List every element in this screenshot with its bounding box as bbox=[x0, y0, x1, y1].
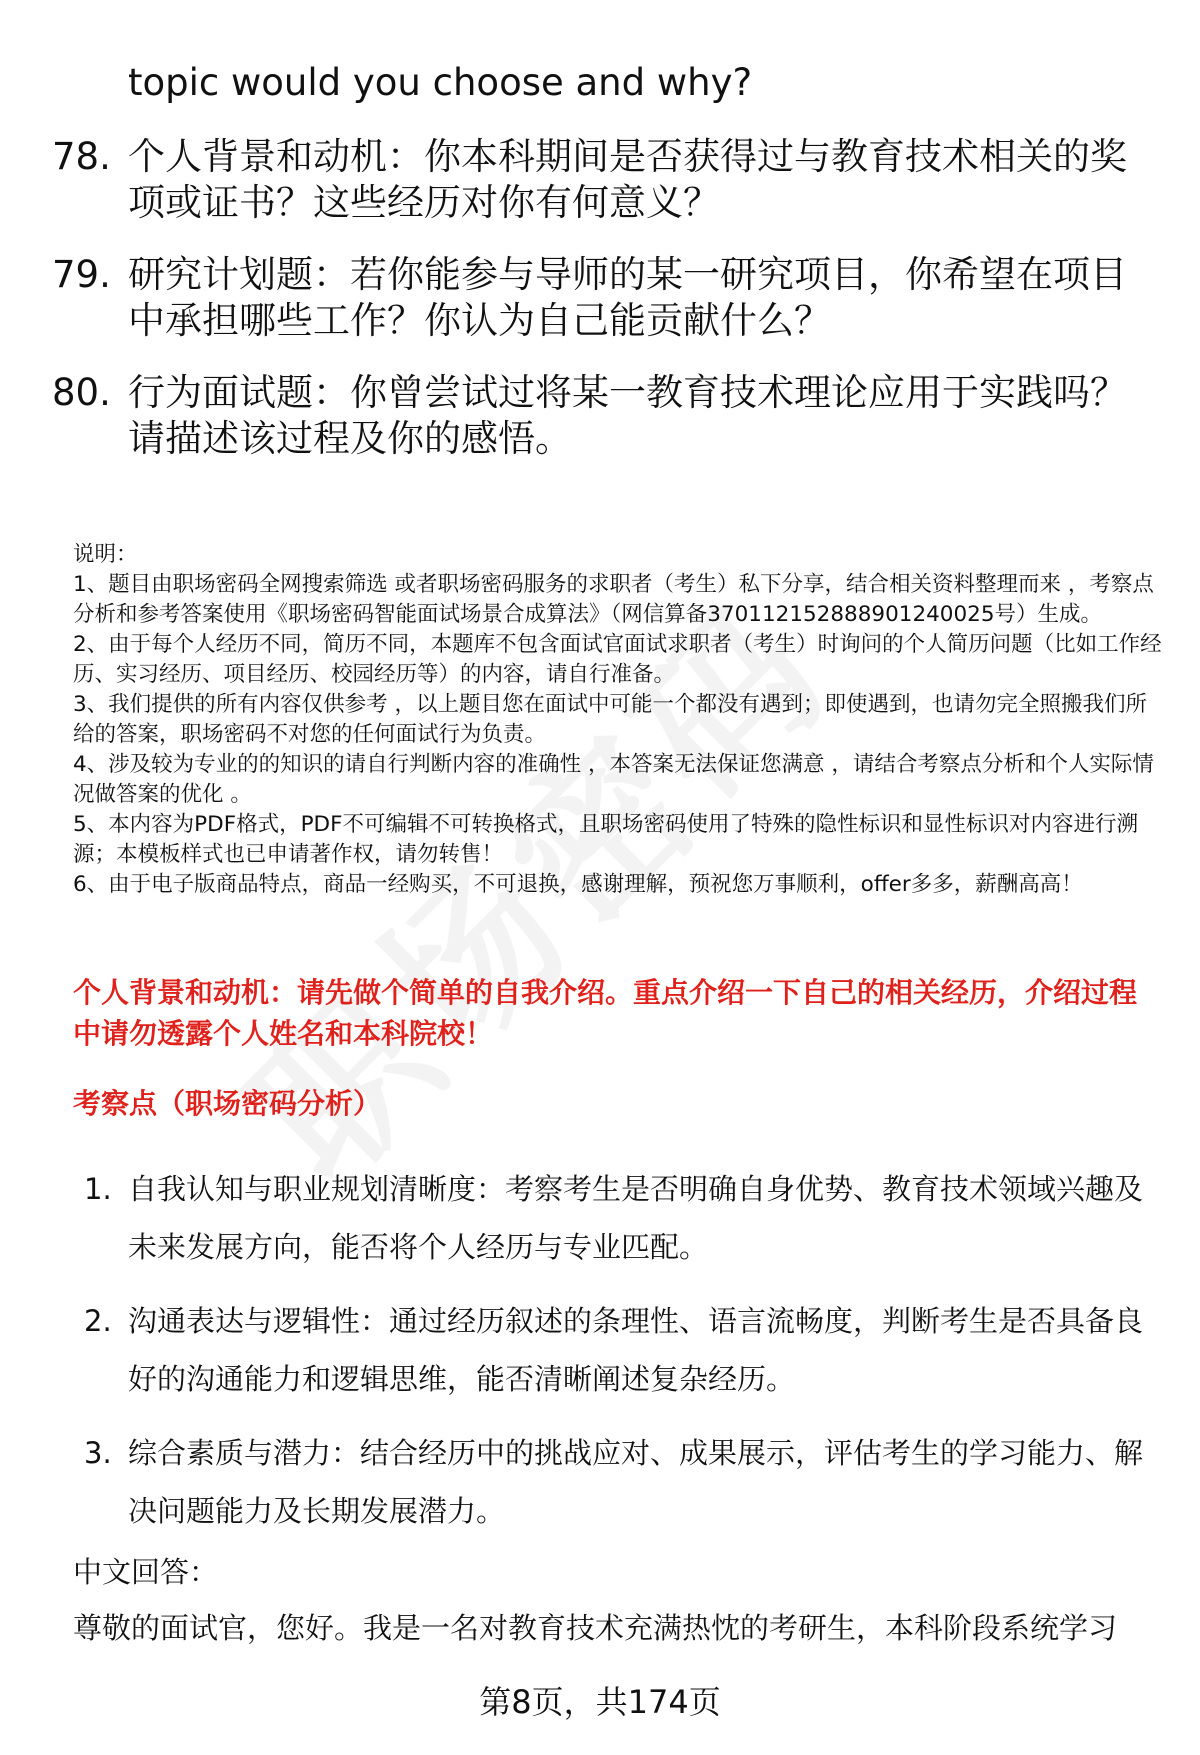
note-item: 6、由于电子版商品特点，商品一经购买，不可退换，感谢理解，预祝您万事顺利，offer多多，薪酬高高！ bbox=[73, 872, 1083, 897]
question-item bbox=[52, 134, 1152, 226]
question-list bbox=[52, 58, 1152, 462]
analysis-item bbox=[84, 1160, 1154, 1276]
analysis-item bbox=[84, 1424, 1154, 1540]
analysis-text: 自我认知与职业规划清晰度：考察考生是否明确自身优势、教育技术领域兴趣及未来发展方向，能否将个人经历与专业匹配。 bbox=[128, 1172, 1144, 1264]
answer-text: 尊敬的面试官，您好。我是一名对教育技术充满热忱的考研生，本科阶段系统学习 bbox=[73, 1611, 1118, 1645]
question-number: 80. bbox=[52, 371, 111, 414]
analysis-number: 3. bbox=[84, 1436, 112, 1470]
question-heading: 个人背景和动机：请先做个简单的自我介绍。重点介绍一下自己的相关经历，介绍过程中请勿透露个人姓名和本科院校！ bbox=[73, 976, 1138, 1050]
note-item: 1、题目由职场密码全网搜索筛选 或者职场密码服务的求职者（考生）私下分享，结合相关资料整理而来 ，考察点分析和参考答案使用《职场密码智能面试场景合成算法》（网信算备370112152888901240025号）生成。 bbox=[73, 572, 1154, 627]
note-item: 3、我们提供的所有内容仅供参考 ，以上题目您在面试中可能一个都没有遇到；即使遇到，也请勿完全照搬我们所给的答案，职场密码不对您的任何面试行为负责。 bbox=[73, 692, 1148, 747]
answer-label: 中文回答： bbox=[73, 1555, 219, 1589]
notes-title: 说明： bbox=[73, 542, 138, 567]
question-item bbox=[52, 252, 1152, 344]
question-item bbox=[52, 370, 1152, 462]
page-footer: 第8页，共174页 bbox=[479, 1683, 721, 1721]
analysis-text: 沟通表达与逻辑性：通过经历叙述的条理性、语言流畅度，判断考生是否具备良好的沟通能力和逻辑思维，能否清晰阐述复杂经历。 bbox=[128, 1304, 1144, 1396]
analysis-number: 2. bbox=[84, 1304, 112, 1338]
notes-block bbox=[73, 540, 1163, 900]
note-item: 4、涉及较为专业的的知识的请自行判断内容的准确性 ，本答案无法保证您满意 ，请结合考察点分析和个人实际情况做答案的优化 。 bbox=[73, 752, 1154, 807]
analysis-text: 综合素质与潜力：结合经历中的挑战应对、成果展示，评估考生的学习能力、解决问题能力及长期发展潜力。 bbox=[128, 1436, 1144, 1528]
note-item: 5、本内容为PDF格式，PDF不可编辑不可转换格式，且职场密码使用了特殊的隐性标识和显性标识对内容进行溯源；本模板样式也已申请著作权，请勿转售！ bbox=[73, 812, 1138, 867]
question-text: 个人背景和动机：你本科期间是否获得过与教育技术相关的奖项或证书？这些经历对你有何意义？ bbox=[128, 135, 1127, 224]
analysis-number: 1. bbox=[84, 1172, 112, 1206]
question-continuation: topic would you choose and why? bbox=[128, 61, 753, 104]
question-number: 78. bbox=[52, 135, 111, 178]
question-text: 研究计划题：若你能参与导师的某一研究项目，你希望在项目中承担哪些工作？你认为自己能贡献什么？ bbox=[128, 253, 1127, 342]
analysis-item bbox=[84, 1292, 1154, 1408]
analysis-heading: 考察点（职场密码分析） bbox=[73, 1087, 382, 1120]
note-item: 2、由于每个人经历不同，简历不同，本题库不包含面试官面试求职者（考生）时询问的个人简历问题（比如工作经历、实习经历、项目经历、校园经历等）的内容，请自行准备。 bbox=[73, 632, 1162, 687]
analysis-list bbox=[84, 1160, 1154, 1556]
question-text: 行为面试题：你曾尝试过将某一教育技术理论应用于实践吗？请描述该过程及你的感悟。 bbox=[128, 371, 1127, 460]
question-number: 79. bbox=[52, 253, 111, 296]
